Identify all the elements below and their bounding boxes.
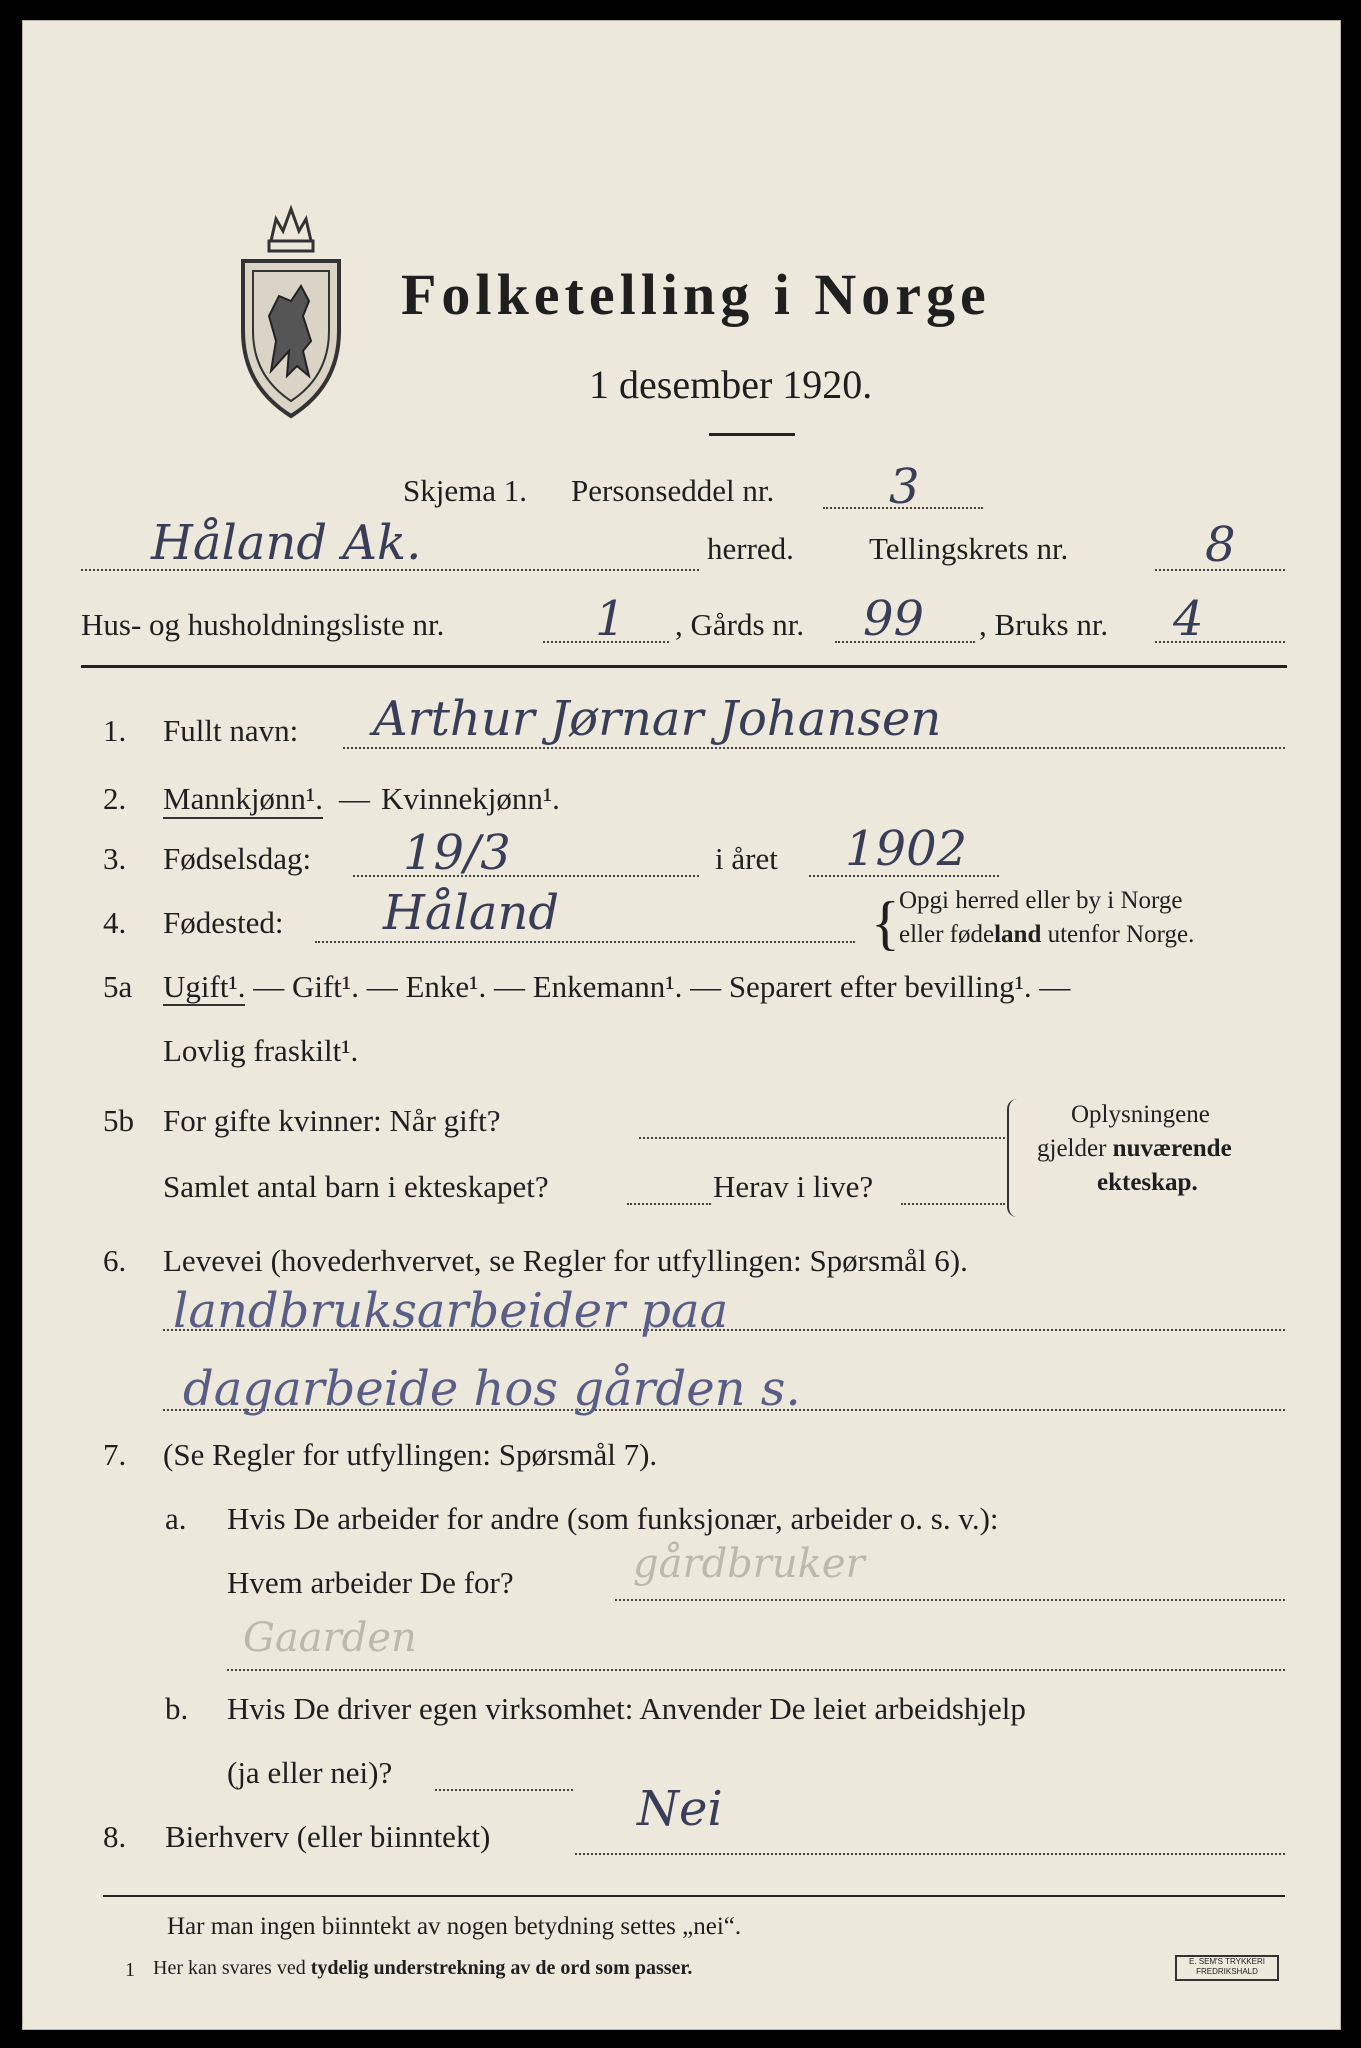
q5b-alive-label: Herav i live? — [713, 1169, 874, 1204]
q4-note-line2-post: utenfor Norge. — [1041, 921, 1195, 948]
herred-value: Håland Ak. — [151, 515, 422, 571]
q4-number: 4. — [103, 905, 127, 940]
bruks-label: , Bruks nr. — [979, 607, 1109, 642]
q7a-faint-value1: gårdbruker — [633, 1541, 865, 1587]
q8-number: 8. — [103, 1819, 127, 1854]
gards-value: 99 — [863, 591, 925, 647]
q4-value: Håland — [383, 885, 560, 941]
q4-note-line2 — [899, 921, 1194, 949]
q7a-letter: a. — [165, 1501, 187, 1536]
q7-number: 7. — [103, 1437, 127, 1472]
printer-stamp-line1: E. SEM'S TRYKKERI — [1189, 1957, 1265, 1966]
q5b-note-line1: Oplysningene — [1071, 1101, 1210, 1128]
footnote-number: 1 — [125, 1959, 135, 1981]
q4-note-line2-pre: eller føde — [899, 921, 995, 948]
personseddel-label: Personseddel nr. — [571, 473, 775, 508]
schema-label: Skjema 1. — [403, 473, 527, 508]
q8-dotted-line — [575, 1853, 1285, 1855]
q2-male-option: Mannkjønn¹. — [163, 781, 323, 819]
footnote-pre: Her kan svares ved — [153, 1957, 311, 1979]
q4-label: Fødested: — [163, 905, 284, 940]
q7a-line2: Hvem arbeider De for? — [227, 1565, 514, 1600]
q6-label: Levevei (hovederhvervet, se Regler for utfyllingen: Spørsmål 6). — [163, 1243, 968, 1278]
header-rule — [81, 665, 1287, 668]
q7b-line1: Hvis De driver egen virksomhet: Anvender De leiet arbeidshjelp — [227, 1691, 1026, 1726]
q2-number: 2. — [103, 781, 127, 816]
q7-label: (Se Regler for utfyllingen: Spørsmål 7). — [163, 1437, 658, 1472]
q6-value-line2: dagarbeide hos gården s. — [183, 1361, 801, 1417]
q1-number: 1. — [103, 713, 127, 748]
q3-label: Fødselsdag: — [163, 841, 312, 876]
norwegian-coat-of-arms-icon — [231, 201, 351, 421]
printer-stamp — [1175, 1955, 1279, 1981]
q3-number: 3. — [103, 841, 127, 876]
herred-label: herred. — [707, 531, 794, 566]
census-date: 1 desember 1920. — [589, 362, 873, 407]
q5a-number: 5a — [103, 969, 133, 1004]
census-form — [22, 20, 1341, 2030]
q5b-note-line3: ekteskap. — [1097, 1169, 1198, 1196]
footer-note: Har man ingen biinntekt av nogen betydning settes „nei“. — [167, 1913, 742, 1940]
q5a-line2: Lovlig fraskilt¹. — [163, 1033, 359, 1068]
q7a-dotted-line-1 — [615, 1599, 1285, 1601]
q5a-ugift-option: Ugift¹. — [163, 969, 246, 1004]
tellingskrets-label: Tellingskrets nr. — [869, 531, 1069, 566]
q6-value-line1: landbruksarbeider paa — [173, 1283, 729, 1339]
q4-brace: { — [871, 890, 900, 956]
q4-dotted-line — [315, 941, 855, 943]
q5b-children-label: Samlet antal barn i ekteskapet? — [163, 1169, 549, 1204]
q5b-when-dotted-line — [639, 1137, 1005, 1139]
q5b-line1: For gifte kvinner: Når gift? — [163, 1103, 501, 1138]
q8-label: Bierhverv (eller biinntekt) — [165, 1819, 491, 1854]
husliste-value: 1 — [595, 591, 626, 647]
q7b-dotted-line — [435, 1789, 573, 1791]
q7a-faint-value2: Gaarden — [243, 1615, 417, 1661]
tellingskrets-value: 8 — [1205, 517, 1236, 573]
printer-stamp-line2: FREDRIKSHALD — [1196, 1967, 1258, 1976]
bruks-value: 4 — [1173, 591, 1204, 647]
q5b-note-line2 — [1037, 1135, 1232, 1163]
personseddel-value: 3 — [889, 459, 920, 515]
q1-dotted-line — [343, 747, 1285, 749]
q5b-note-line2-pre: gjelder — [1037, 1135, 1113, 1162]
title-divider — [709, 433, 795, 436]
q5b-number: 5b — [103, 1103, 134, 1138]
q5b-note-line2-bold: nuværende — [1112, 1135, 1232, 1162]
q1-value: Arthur Jørnar Johansen — [373, 691, 942, 747]
q3-day-value: 19/3 — [403, 825, 511, 881]
q4-note-line2-bold: land — [994, 921, 1042, 948]
q2-female-option: Kvinnekjønn¹. — [381, 781, 560, 816]
q3-year-value: 1902 — [845, 821, 968, 877]
q7b-letter: b. — [165, 1691, 189, 1726]
footnote-text — [153, 1957, 692, 1980]
gards-label: , Gårds nr. — [675, 607, 805, 642]
q7b-line2: (ja eller nei)? — [227, 1755, 393, 1790]
q8-value: Nei — [637, 1781, 723, 1837]
footer-rule — [103, 1895, 1285, 1897]
q3-year-label: i året — [715, 841, 778, 876]
form-title: Folketelling i Norge — [401, 262, 991, 327]
q7a-line1: Hvis De arbeider for andre (som funksjonær, arbeider o. s. v.): — [227, 1501, 999, 1536]
q5b-alive-dotted-line — [901, 1203, 1005, 1205]
q4-note-line1: Opgi herred eller by i Norge — [899, 887, 1183, 914]
q7a-dotted-line-2 — [227, 1669, 1285, 1671]
q1-label: Fullt navn: — [163, 713, 299, 748]
q5b-note-bracket — [1007, 1099, 1019, 1217]
q5b-children-dotted-line — [627, 1203, 711, 1205]
q6-number: 6. — [103, 1243, 127, 1278]
husliste-label: Hus- og husholdningsliste nr. — [81, 607, 445, 642]
footnote-bold: tydelig understrekning av de ord som passer. — [310, 1957, 693, 1979]
q5a-other-options: — Gift¹. — Enke¹. — Enkemann¹. — Separert efter bevilling¹. — — [245, 969, 1071, 1004]
q5a-options — [163, 969, 1070, 1005]
q2-separator: — — [339, 781, 370, 816]
